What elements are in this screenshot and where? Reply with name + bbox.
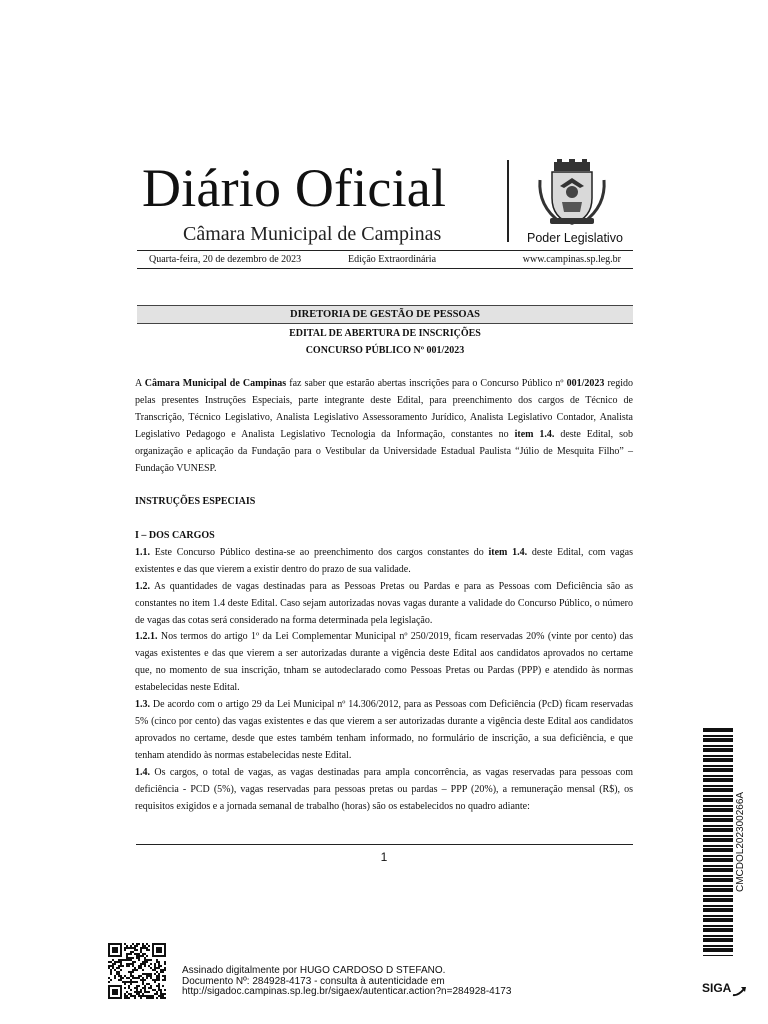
footer-rule — [136, 844, 633, 845]
intro-bold: 001/2023 — [566, 378, 605, 389]
item-number: 1.3. — [135, 699, 150, 710]
item-bold: item 1.4. — [488, 547, 528, 558]
masthead-title: Diário Oficial — [142, 158, 447, 218]
qr-code-icon — [108, 943, 166, 999]
item-number: 1.2.1. — [135, 631, 158, 642]
intro-paragraph — [135, 375, 633, 477]
branch-label: Poder Legislativo — [527, 231, 623, 245]
intro-bold: item 1.4. — [514, 429, 555, 440]
concurso-title: CONCURSO PÚBLICO Nº 001/2023 — [305, 345, 465, 356]
intro-text: regido pelas presentes Instruções Especiais, parte integrante deste Edital, para preenchimento dos cargos de Técnico de Transcrição, Técnico Legislativo, Analista Legislativo Assessoramento Jurídico, Analista Legislativo Contador, Analista Legislativo Pedagogo e Analista Legislativo Tecnologia da Informação, constantes no — [135, 378, 634, 440]
barcode-code: CMCDOL202300266A — [735, 791, 746, 892]
item-1-1 — [135, 544, 633, 578]
page-number: 1 — [380, 850, 388, 864]
item-1-2 — [135, 578, 633, 629]
header-rule-top — [137, 250, 633, 251]
item-number: 1.1. — [135, 547, 150, 558]
signature-line-1: Assinado digitalmente por HUGO CARDOSO D STEFANO. — [182, 965, 446, 976]
intro-text: A — [135, 378, 145, 389]
item-1-2-1 — [135, 628, 633, 696]
date-edition-row — [137, 253, 633, 267]
item-text: deste Edital, com vagas existentes e das que vierem a existir dentro do prazo de sua validade. — [135, 547, 633, 575]
item-text: Os cargos, o total de vagas, as vagas destinadas para ampla concorrência, as vagas reservadas para pessoas com deficiência - PCD (5%), vagas reservadas para pessoas pretas ou pardas – PPP (20%), a remuneração mensal (R$), os requisitos exigidos e a jornada semanal de trabalho (horas) são os estabelecidos no quadro adiante: — [135, 767, 633, 812]
masthead-divider — [507, 160, 509, 242]
item-number: 1.4. — [135, 767, 150, 778]
header-rule-bottom — [137, 268, 633, 269]
publication-date: Quarta-feira, 20 de dezembro de 2023 — [149, 254, 302, 265]
item-text: As quantidades de vagas destinadas para as Pessoas Pretas ou Pardas e para as Pessoas com Deficiência são as constantes no item 1.4 deste Edital. Caso sejam autorizadas novas vagas durante a validade do Concurso Público, o número de vagas das cotas será considerado na forma determinada pela legislação. — [135, 581, 633, 626]
item-text: Este Concurso Público destina-se ao preenchimento dos cargos constantes do — [150, 547, 489, 558]
item-text: Nos termos do artigo 1º da Lei Complementar Municipal nº 250/2019, ficam reservadas 20% (vinte por cento) das vagas existentes e das que vierem a ser autorizadas durante a vigência deste Edital aos candidatos aprovados no certame que, no momento de sua inscrição, tnham se autodeclarado como Pessoas Pretas ou Pardas (PPP) e atendido às normas estabelecidas neste Edital. — [135, 631, 633, 693]
website-link[interactable]: www.campinas.sp.leg.br — [522, 254, 621, 265]
authenticity-link[interactable]: http://sigadoc.campinas.sp.leg.br/sigaex/autenticar.action?n=284928-4173 — [182, 986, 512, 997]
intro-bold: Câmara Municipal de Campinas — [144, 378, 287, 389]
item-1-3 — [135, 696, 633, 764]
cargos-heading: I – DOS CARGOS — [135, 530, 215, 541]
item-number: 1.2. — [135, 581, 150, 592]
campinas-coat-of-arms-icon — [536, 158, 608, 228]
siga-arrow-icon — [732, 985, 748, 997]
edition-label: Edição Extraordinária — [348, 254, 437, 265]
intro-text: deste Edital, sob organização e aplicação da Fundação para o Vestibular da Universidade Estadual Paulista “Júlio de Mesquita Filho” – Fundação VUNESP. — [135, 429, 633, 474]
signature-line-2: Documento Nº: 284928-4173 - consulta à autenticidade em — [182, 976, 445, 987]
intro-text: faz saber que estarão abertas inscrições para o Concurso Público nº — [286, 378, 567, 389]
siga-logo: SIGA — [702, 981, 732, 995]
department-banner: DIRETORIA DE GESTÃO DE PESSOAS — [137, 305, 633, 324]
item-1-4 — [135, 764, 633, 815]
masthead-subtitle: Câmara Municipal de Campinas — [183, 223, 442, 245]
instrucoes-heading: INSTRUÇÕES ESPECIAIS — [135, 496, 256, 507]
edital-title: EDITAL DE ABERTURA DE INSCRIÇÕES — [289, 328, 481, 339]
item-text: De acordo com o artigo 29 da Lei Municipal nº 14.306/2012, para as Pessoas com Deficiência (PcD) ficam reservadas 5% (cinco por cento) das vagas existentes e das que vierem a ser autorizadas durante a vigência deste Edital aos candidatos aprovados no certame, desde que estes também tenham informado, no formulário de inscrição, a sua deficiência, e que tenham atendido às normas estabelecidas neste Edital. — [135, 699, 633, 761]
